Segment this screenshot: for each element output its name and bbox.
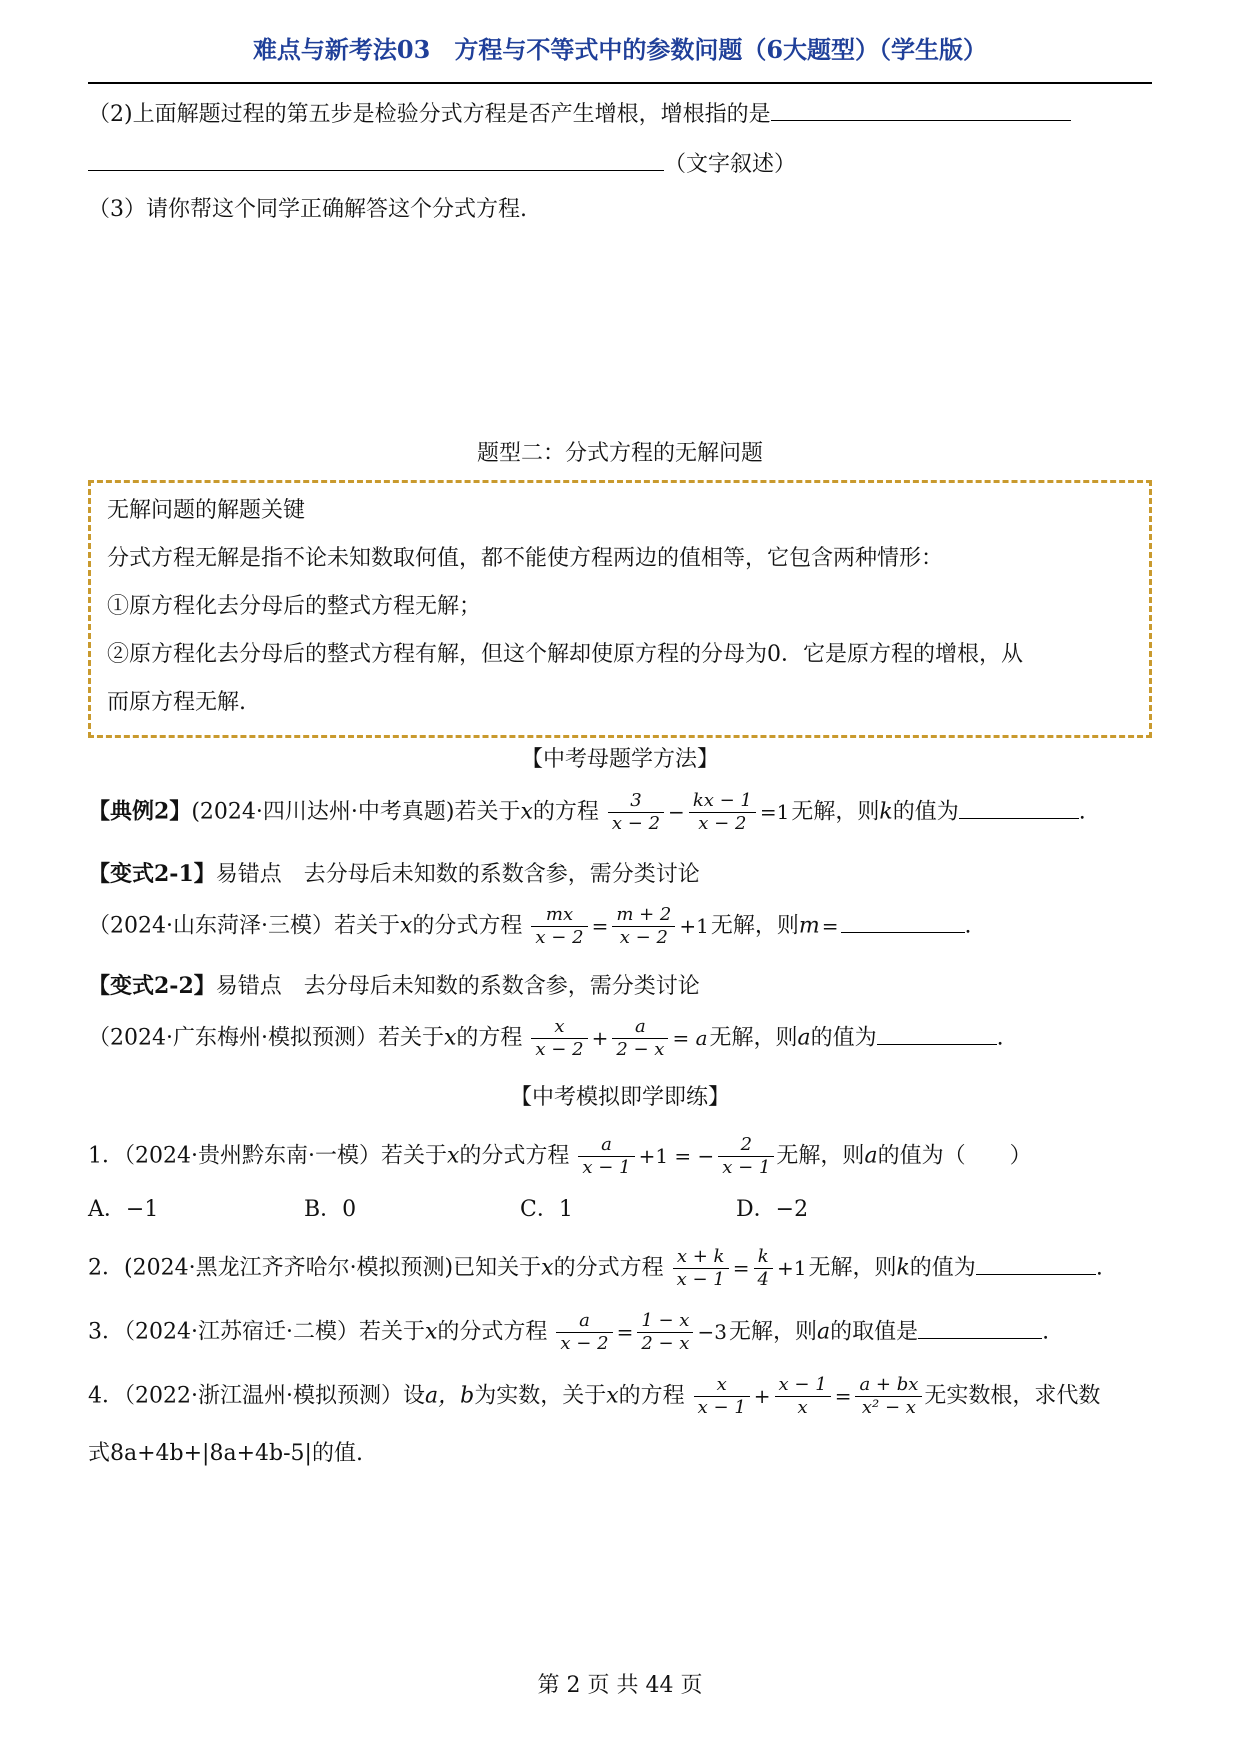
choice-a: A．−1	[88, 1197, 159, 1222]
fraction: $\frac{mx}{x - 2}$	[531, 904, 587, 949]
key-box-line-2: ①原方程化去分母后的整式方程无解；	[107, 594, 482, 619]
question-3-text: （3）请你帮这个同学正确解答这个分式方程.	[88, 197, 527, 222]
practice-1-choices	[88, 1194, 952, 1226]
example-2: 【典例2】(2024·四川达州·中考真题)若关于x的方程 $\frac{3}{x - 2}$ − $\frac{kx - 1}{x - 2}$ =1无解，则k的值为 .	[88, 790, 1086, 834]
example-tag: 【典例2】	[88, 798, 192, 825]
answer-blank	[918, 1314, 1042, 1339]
practice-4: 4．（2022·浙江温州·模拟预测）设a，b为实数，关于x的方程 $\frac{x}{x - 1}$ + $\frac{x - 1}{x}$ = $\frac{a + bx}{\text{x² − x}}$ 无实数根，求代数	[88, 1374, 1101, 1418]
fraction: $\frac{k}{4}$	[754, 1246, 773, 1291]
practice-heading: 【中考模拟即学即练】	[509, 1085, 730, 1110]
question-2-line-2	[88, 146, 796, 181]
fraction: $\frac{m + 2}{x - 2}$	[612, 904, 675, 949]
fraction: $\frac{3}{x - 2}$	[608, 790, 664, 835]
fraction: $\frac{a + bx}{\text{x² − x}}$	[855, 1374, 922, 1419]
key-box-heading: 无解问题的解题关键	[107, 498, 306, 523]
fraction: $\frac{a}{x - 1}$	[578, 1134, 634, 1179]
choice-d: D．−2	[736, 1197, 809, 1222]
fraction: $\frac{2}{x - 1}$	[718, 1134, 774, 1179]
example-source: (2024·四川达州·中考真题)若关于	[191, 799, 521, 825]
key-box-line-3: ②原方程化去分母后的整式方程有解，但这个解却使原方程的分母为0．它是原方程的增根，从	[107, 642, 1024, 667]
question-2-line	[88, 96, 1071, 131]
method-heading: 【中考母题学方法】	[520, 747, 719, 772]
answer-blank	[959, 794, 1079, 819]
key-box-line-4: 而原方程无解.	[107, 690, 246, 715]
page-footer: 第 2 页 共 44 页	[537, 1673, 703, 1698]
fraction: $\frac{x - 1}{x}$	[775, 1374, 831, 1419]
answer-blank	[976, 1250, 1096, 1275]
key-method-box	[88, 480, 1152, 738]
fraction: $\frac{1 - x}{2 - x}$	[637, 1310, 693, 1355]
section-title: 题型二：分式方程的无解问题	[476, 441, 763, 466]
choice-b: B．0	[304, 1197, 357, 1222]
variant-2-1: （2024·山东菏泽·三模）若关于x的分式方程 $\frac{mx}{x - 2}$ = $\frac{m + 2}{x - 2}$ +1无解，则m = .	[88, 904, 972, 948]
key-box-line-1: 分式方程无解是指不论未知数取何值，都不能使方程两边的值相等，它包含两种情形：	[107, 546, 944, 571]
variant-2-2-heading: 【变式2-2】易错点 去分母后未知数的系数含参，需分类讨论	[88, 973, 700, 999]
example-mid: 的方程	[532, 799, 599, 825]
fraction: $\frac{kx - 1}{x - 2}$	[689, 790, 756, 835]
question-2-text: （2)上面解题过程的第五步是检验分式方程是否产生增根，增根指的是	[88, 102, 771, 127]
variant-2-2: （2024·广东梅州·模拟预测）若关于x的方程 $\frac{x}{x - 2}$ + $\frac{a}{2 - x}$ = a无解，则a的值为 .	[88, 1016, 1004, 1060]
question-2-suffix: （文字叙述）	[664, 152, 797, 177]
fraction: $\frac{a}{2 - x}$	[612, 1016, 668, 1061]
header-rule	[88, 82, 1152, 84]
page-header-title: 难点与新考法03 方程与不等式中的参数问题（6大题型）（学生版）	[252, 35, 988, 64]
practice-3: 3．（2024·江苏宿迁·二模）若关于x的分式方程 $\frac{a}{x - 2}$ = $\frac{1 - x}{2 - x}$ −3无解，则a的取值是 .	[88, 1310, 1050, 1354]
practice-1: 1．（2024·贵州黔东南·一模）若关于x的分式方程 $\frac{a}{x - 1}$ +1 = − $\frac{2}{x - 1}$ 无解，则a的值为（ ）	[88, 1134, 1032, 1178]
variable-x: x	[520, 799, 533, 825]
fraction: $\frac{x}{x - 2}$	[531, 1016, 587, 1061]
variant-2-1-heading: 【变式2-1】易错点 去分母后未知数的系数含参，需分类讨论	[88, 861, 700, 887]
fraction: $\frac{a}{x - 2}$	[556, 1310, 612, 1355]
fraction: $\frac{x}{x - 1}$	[694, 1374, 750, 1419]
choice-c: C．1	[520, 1197, 573, 1222]
answer-blank	[877, 1020, 997, 1045]
answer-blank	[841, 908, 965, 933]
practice-2: 2．(2024·黑龙江齐齐哈尔·模拟预测)已知关于x的分式方程 $\frac{x + k}{x - 1}$ = $\frac{k}{4}$ +1无解，则k的值为 .	[88, 1246, 1103, 1290]
practice-4-line-2: 式8a+4b+|8a+4b-5|的值.	[88, 1441, 363, 1466]
fraction: $\frac{x + k}{x - 1}$	[673, 1246, 729, 1291]
answer-blank	[771, 96, 1071, 121]
answer-blank	[88, 146, 664, 171]
